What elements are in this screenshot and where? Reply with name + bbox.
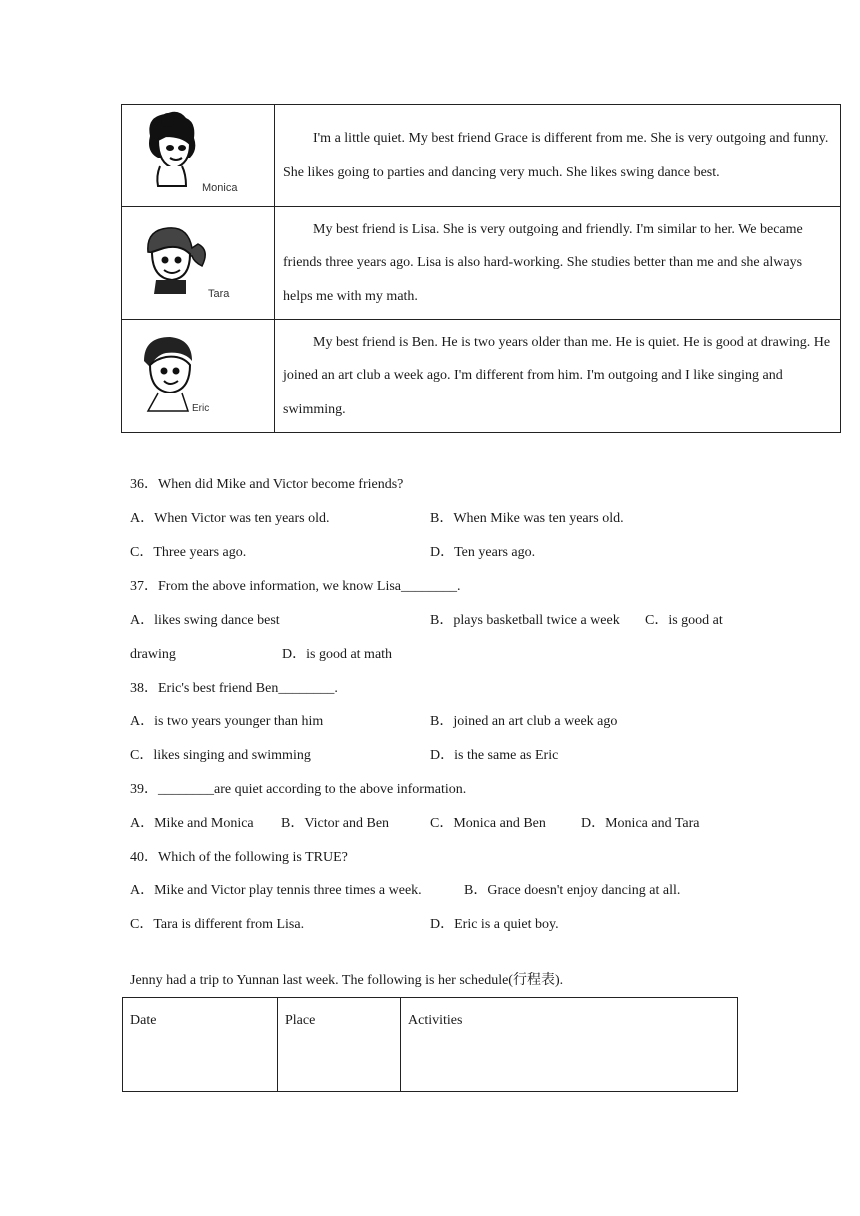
option-b[interactable]: B．joined an art club a week ago (430, 714, 618, 729)
header-date: Date (123, 998, 278, 1092)
option-d[interactable]: D．is the same as Eric (430, 748, 559, 763)
question-40-stem: 40．Which of the following is TRUE? (130, 850, 348, 865)
profile-text-content: I'm a little quiet. My best friend Grace is different from me. She is very outgoing and funny. She likes going to parties and dancing very much. She likes swing dance best. (283, 130, 829, 180)
profiles-table (121, 104, 841, 433)
portrait-name: Monica (202, 181, 238, 194)
schedule-table (122, 997, 738, 1092)
option-d[interactable]: D．Monica and Tara (581, 816, 700, 831)
portrait-cell (122, 320, 275, 433)
option-d[interactable]: D．Ten years ago. (430, 545, 536, 560)
option-c[interactable]: C．Three years ago. (130, 545, 247, 560)
option-c[interactable]: C．is good at (645, 613, 723, 628)
profile-text-content: My best friend is Ben. He is two years older than me. He is quiet. He is good at drawing. He joined an art club a week ago. I'm different from him. I'm outgoing and I like singing and swimming. (283, 334, 831, 417)
option-c[interactable]: C．Monica and Ben (430, 816, 546, 831)
profile-row-monica (122, 105, 841, 207)
question-37-stem: 37．From the above information, we know Lisa________. (130, 579, 461, 594)
option-b[interactable]: B．Victor and Ben (281, 816, 390, 831)
profile-text (275, 207, 841, 320)
option-d[interactable]: D．Eric is a quiet boy. (430, 917, 559, 932)
option-a[interactable]: A．Mike and Victor play tennis three times a week. (130, 883, 422, 898)
schedule-header-row (123, 998, 738, 1092)
option-d[interactable]: D．is good at math (282, 647, 393, 662)
option-b[interactable]: B．When Mike was ten years old. (430, 511, 624, 526)
option-a[interactable]: A．likes swing dance best (130, 613, 280, 628)
option-b[interactable]: B．plays basketball twice a week (430, 613, 620, 628)
portrait-cell (122, 207, 275, 320)
question-36-stem: 36．When did Mike and Victor become friends? (130, 477, 404, 492)
eric-portrait-icon (136, 321, 236, 421)
profile-row-eric (122, 320, 841, 433)
header-activities: Activities (401, 998, 738, 1092)
portrait-name: Eric (192, 403, 210, 414)
header-place: Place (278, 998, 401, 1092)
option-c-continued: drawing (130, 647, 176, 662)
portrait-name: Tara (208, 288, 230, 300)
option-b[interactable]: B．Grace doesn't enjoy dancing at all. (464, 883, 681, 898)
question-38-stem: 38．Eric's best friend Ben________. (130, 681, 338, 696)
option-a[interactable]: A．Mike and Monica (130, 816, 254, 831)
portrait-cell (122, 105, 275, 207)
question-39-stem: 39．________are quiet according to the above information. (130, 782, 467, 797)
option-c[interactable]: C．likes singing and swimming (130, 748, 311, 763)
option-a[interactable]: A．When Victor was ten years old. (130, 511, 330, 526)
option-a[interactable]: A．is two years younger than him (130, 714, 324, 729)
schedule-intro: Jenny had a trip to Yunnan last week. The following is her schedule(行程表). (130, 973, 564, 988)
profile-text (275, 320, 841, 433)
profile-text (275, 105, 841, 207)
option-c[interactable]: C．Tara is different from Lisa. (130, 917, 305, 932)
profile-row-tara (122, 207, 841, 320)
profile-text-content: My best friend is Lisa. She is very outgoing and friendly. I'm similar to her. We became friends three years ago. Lisa is also hard-working. She studies better than me and she always helps me with my math. (283, 221, 803, 304)
